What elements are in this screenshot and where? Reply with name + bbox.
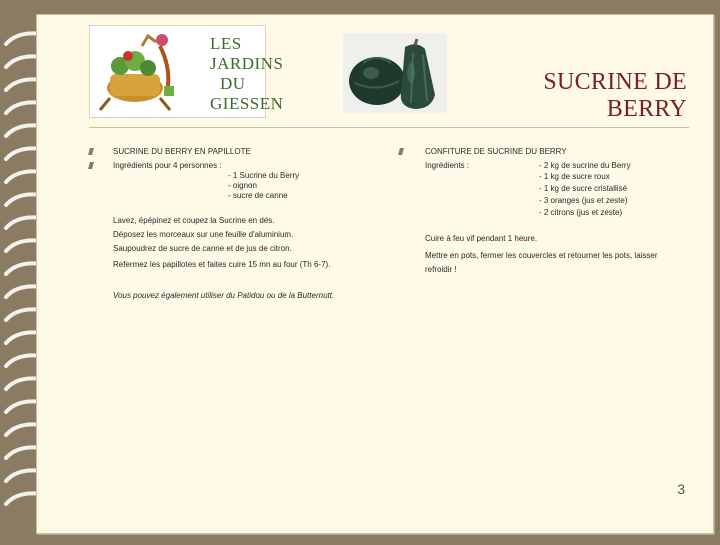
squash-photo [343,33,447,113]
right-ingredient: - 2 citrons (jus et zeste) [539,208,623,217]
slide-page [36,14,714,534]
left-ingredients-label: Ingrédients pour 4 personnes : [113,161,222,170]
title-divider [89,127,689,128]
left-step: Lavez, épépinez et coupez la Sucrine en dés. [113,216,275,225]
left-note: Vous pouvez également utiliser du Patidou ou de la Butternutt. [113,291,335,300]
logo-wordmark [210,34,284,114]
right-ingredient: - 3 oranges (jus et zeste) [539,196,628,205]
logo-line: LES [210,34,242,53]
right-ingredients-label: Ingrédients : [425,161,470,170]
left-recipe-heading: SUCRINE DU BERRY EN PAPILLOTE [113,147,251,156]
logo-line: GIESSEN [210,94,284,113]
right-recipe-heading: CONFITURE DE SUCRINE DU BERRY [425,147,567,156]
left-ingredient: - oignon [228,181,257,190]
right-ingredient: - 1 kg de sucre roux [539,172,610,181]
page-number: 3 [677,481,685,497]
logo [89,25,284,118]
logo-line: JARDINS [210,54,284,73]
left-ingredient: - sucre de canne [228,191,288,200]
right-step: refroidir ! [425,265,457,274]
page-title: SUCRINE DE BERRY [543,69,687,122]
right-step: Mettre en pots, fermer les couvercles et retourner les pots, laisser [425,251,658,260]
right-step: Cuire à feu vif pendant 1 heure. [425,234,538,243]
bullet-icon [88,148,94,155]
logo-line: DU [220,74,246,93]
right-ingredient: - 1 kg de sucre cristallisé [539,184,628,193]
left-ingredient: - 1 Sucrine du Berry [228,171,300,180]
left-step: Déposez les morceaux sur une feuille d'aluminium. [113,230,294,239]
left-step: Saupoudrez de sucre de canne et de jus de citron. [113,244,292,253]
bullet-icon [88,162,94,169]
bullet-icon [398,148,404,155]
left-step: Refermez les papillotes et faites cuire 15 mn au four (Th 6-7). [113,260,331,269]
right-ingredient: - 2 kg de sucrine du Berry [539,161,631,170]
